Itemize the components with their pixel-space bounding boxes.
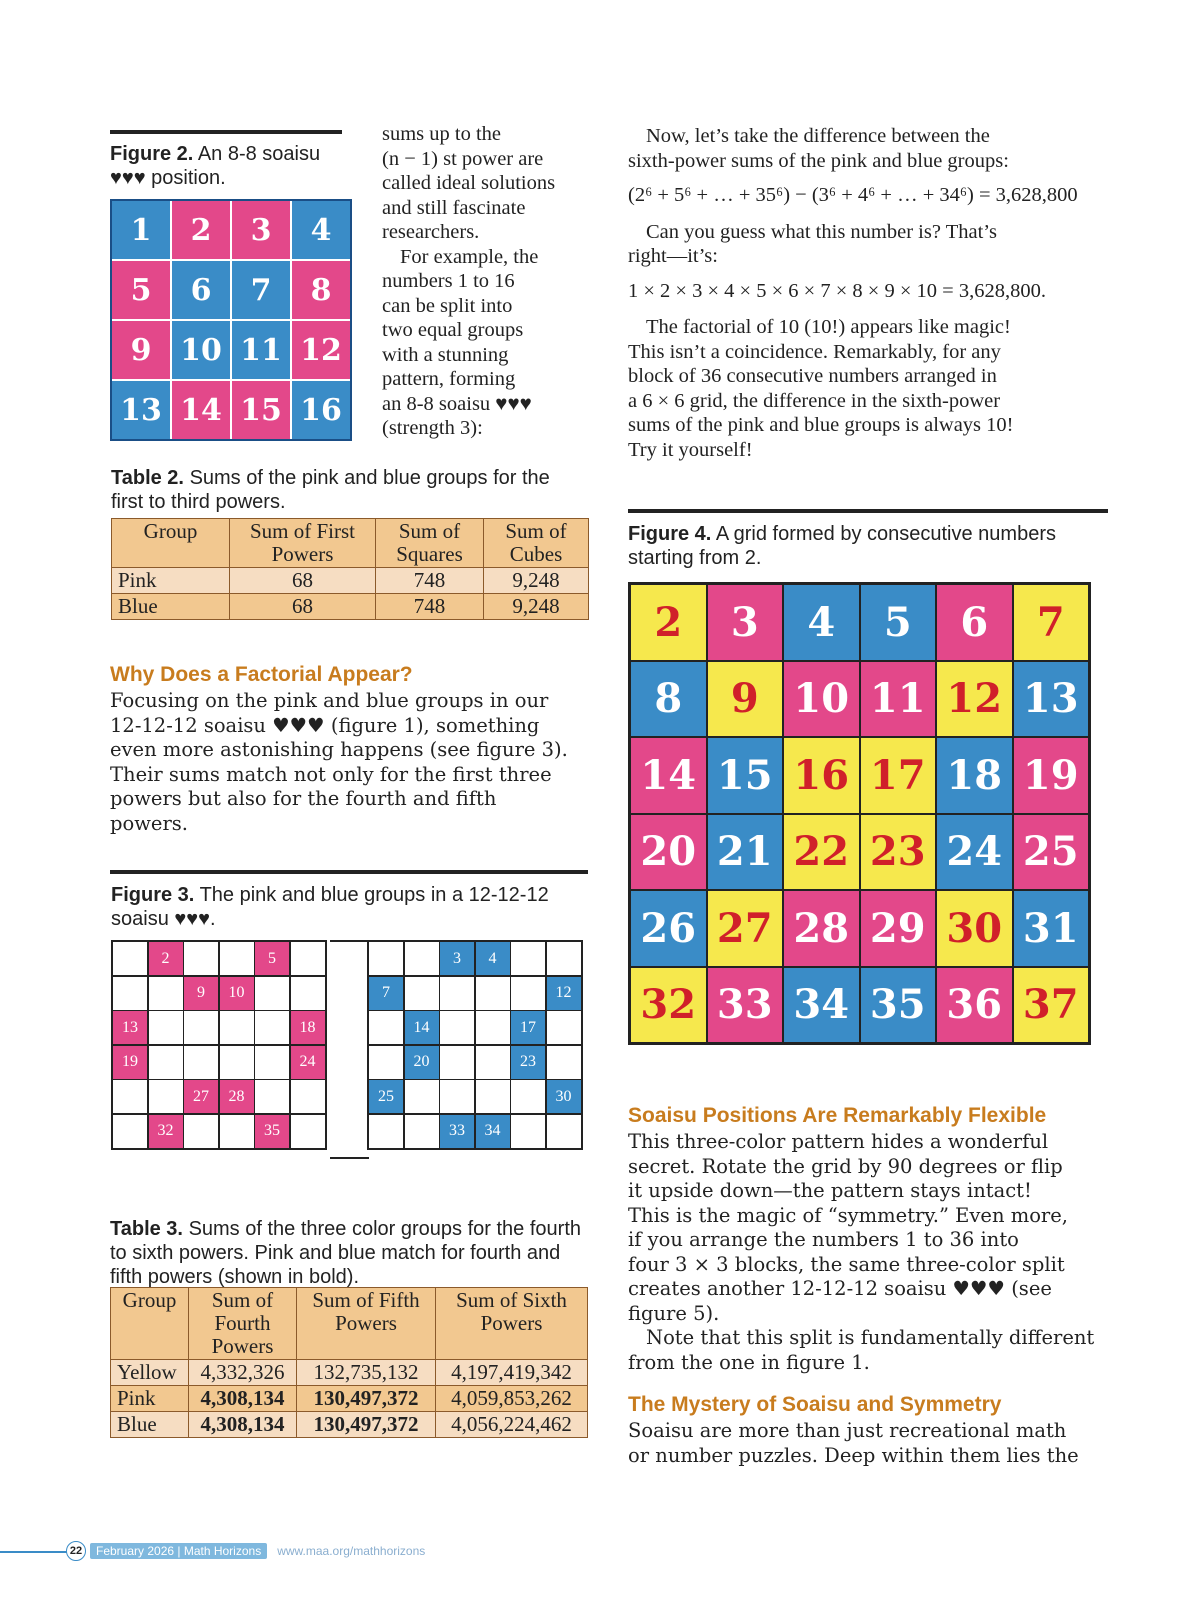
grid-cell: 32: [631, 968, 706, 1043]
table-3-caption-text: Sums of the three color groups for the fourth to sixth powers. Pink and blue match for fourth and fifth powers (shown in bold).: [110, 1218, 581, 1288]
grid-cell: [369, 1011, 403, 1044]
table-cell: Yellow: [111, 1360, 189, 1386]
figure-2-label: Figure 2.: [110, 143, 194, 165]
grid-cell: [184, 942, 218, 975]
grid-cell: 36: [937, 968, 1012, 1043]
grid-cell: [440, 1046, 474, 1079]
grid-cell: 31: [1014, 891, 1089, 966]
grid-cell: 24: [937, 815, 1012, 890]
section-2-text: [628, 1130, 1113, 1375]
section-heading-symmetry: The Mystery of Soaisu and Symmetry: [628, 1393, 1002, 1416]
figure-3-label: Figure 3.: [111, 884, 195, 906]
grid-cell: 13: [1014, 662, 1089, 737]
grid-cell: 24: [291, 1046, 325, 1079]
grid-cell: 14: [631, 738, 706, 813]
grid-cell: [255, 1046, 289, 1079]
grid-cell: [149, 1046, 183, 1079]
page-number: 22: [66, 1541, 86, 1561]
grid-cell: 10: [784, 662, 859, 737]
grid-cell: 28: [220, 1080, 254, 1113]
table-2-header: Sum of Cubes: [484, 519, 589, 568]
grid-cell: 9: [112, 321, 170, 379]
figure-4-label: Figure 4.: [628, 523, 712, 545]
text-line: pattern, forming: [382, 368, 516, 390]
text-line: This isn’t a coincidence. Remarkably, for any: [628, 340, 1001, 363]
table-cell: 68: [230, 568, 376, 594]
table-row: [111, 1386, 588, 1412]
text-line: researchers.: [382, 221, 480, 243]
grid-cell: [476, 1046, 510, 1079]
text-line: powers but also for the fourth and fifth: [110, 787, 497, 810]
table-row: [111, 1360, 588, 1386]
text-line: Focusing on the pink and blue groups in our: [110, 689, 549, 712]
grid-cell: 22: [784, 815, 859, 890]
table-3-header: Sum of Fifth Powers: [297, 1288, 436, 1360]
grid-cell: 7: [232, 261, 290, 319]
table-cell: 4,308,134: [189, 1412, 297, 1438]
section-heading-factorial: Why Does a Factorial Appear?: [110, 663, 413, 686]
table-3-header: Group: [111, 1288, 189, 1360]
table-2-header: Sum of First Powers: [230, 519, 376, 568]
grid-cell: 4: [292, 201, 350, 259]
grid-cell: 26: [631, 891, 706, 966]
grid-cell: [291, 1115, 325, 1148]
grid-cell: 35: [861, 968, 936, 1043]
grid-cell: [220, 1011, 254, 1044]
grid-cell: 3: [440, 942, 474, 975]
grid-cell: 27: [184, 1080, 218, 1113]
figure-2-caption-text: An 8-8 soaisu ♥♥♥ position.: [110, 143, 321, 189]
table-cell: 132,735,132: [297, 1360, 436, 1386]
text-line: (strength 3):: [382, 417, 483, 439]
text-line: a 6 × 6 grid, the difference in the sixth-power: [628, 389, 1001, 412]
grid-cell: 1: [112, 201, 170, 259]
text-line: figure 5).: [628, 1301, 720, 1325]
table-cell: 4,059,853,262: [436, 1386, 588, 1412]
grid-cell: [547, 1046, 581, 1079]
grid-cell: 23: [861, 815, 936, 890]
grid-cell: 19: [113, 1046, 147, 1079]
grid-cell: [113, 977, 147, 1010]
grid-cell: 7: [1014, 585, 1089, 660]
equation-1: (2⁶ + 5⁶ + … + 35⁶) − (3⁶ + 4⁶ + … + 34⁶) = 3,628,800: [628, 184, 1078, 206]
text-line: Soaisu are more than just recreational math: [628, 1419, 1067, 1442]
table-cell: 4,197,419,342: [436, 1360, 588, 1386]
figure-3-gap: [330, 940, 369, 1159]
table-3-header: Sum of Sixth Powers: [436, 1288, 588, 1360]
grid-cell: 15: [232, 381, 290, 439]
grid-cell: 25: [1014, 815, 1089, 890]
grid-cell: [255, 1011, 289, 1044]
grid-cell: 34: [476, 1115, 510, 1148]
grid-cell: 30: [547, 1080, 581, 1113]
grid-cell: [511, 1115, 545, 1148]
grid-cell: 19: [1014, 738, 1089, 813]
grid-cell: 5: [255, 942, 289, 975]
grid-cell: 9: [708, 662, 783, 737]
grid-cell: [476, 977, 510, 1010]
text-line: This three-color pattern hides a wonderful: [628, 1130, 1049, 1153]
text-line: called ideal solutions: [382, 172, 556, 194]
figure-3-caption: [111, 883, 581, 931]
grid-cell: 8: [631, 662, 706, 737]
figure-4-rule: [628, 509, 1108, 513]
grid-cell: [405, 1080, 439, 1113]
grid-cell: [405, 977, 439, 1010]
grid-cell: 18: [291, 1011, 325, 1044]
table-2: [111, 518, 589, 620]
table-2-caption: [111, 466, 581, 514]
grid-cell: 34: [784, 968, 859, 1043]
grid-cell: [184, 1011, 218, 1044]
grid-cell: 15: [708, 738, 783, 813]
grid-cell: 33: [708, 968, 783, 1043]
text-line: even more astonishing happens (see figure 3).: [110, 738, 568, 761]
grid-cell: 2: [631, 585, 706, 660]
grid-cell: 8: [292, 261, 350, 319]
grid-cell: 21: [708, 815, 783, 890]
grid-cell: 11: [861, 662, 936, 737]
text-line: it upside down—the pattern stays intact!: [628, 1179, 1032, 1202]
text-line: block of 36 consecutive numbers arranged in: [628, 365, 997, 387]
text-line: Now, let’s take the difference between the: [646, 125, 990, 147]
grid-cell: [547, 942, 581, 975]
figure-3-blue-grid: [367, 940, 583, 1150]
text-line: Note that this split is fundamentally different: [646, 1326, 1095, 1349]
table-cell: Pink: [112, 568, 230, 594]
table-3: [110, 1287, 588, 1438]
grid-cell: 9: [184, 977, 218, 1010]
grid-cell: 2: [172, 201, 230, 259]
table-2-header: Group: [112, 519, 230, 568]
grid-cell: [149, 977, 183, 1010]
text-line: and still fascinate: [382, 196, 526, 219]
grid-cell: [113, 942, 147, 975]
figure-2-rule: [110, 130, 342, 134]
grid-cell: 12: [937, 662, 1012, 737]
grid-cell: [220, 1115, 254, 1148]
grid-cell: [369, 942, 403, 975]
grid-cell: 6: [937, 585, 1012, 660]
grid-cell: [220, 1046, 254, 1079]
text-line: Can you guess what this number is? That’s: [646, 220, 997, 243]
grid-cell: 16: [784, 738, 859, 813]
grid-cell: [369, 1115, 403, 1148]
text-line: For example, the: [400, 245, 539, 268]
grid-cell: [511, 977, 545, 1010]
grid-cell: [149, 1011, 183, 1044]
grid-cell: [440, 977, 474, 1010]
text-line: two equal groups: [382, 319, 524, 341]
grid-cell: [405, 1115, 439, 1148]
footer: [0, 1541, 425, 1561]
footer-url[interactable]: www.maa.org/mathhorizons: [277, 1544, 426, 1558]
grid-cell: [511, 942, 545, 975]
grid-cell: 11: [232, 321, 290, 379]
figure-3-pink-grid: [111, 940, 327, 1150]
grid-cell: 4: [784, 585, 859, 660]
figure-4-grid: [628, 582, 1091, 1045]
table-cell: 9,248: [484, 594, 589, 620]
text-line: from the one in figure 1.: [628, 1350, 870, 1374]
text-line: The factorial of 10 (10!) appears like magic!: [646, 316, 1011, 338]
figure-4-caption: [628, 522, 1110, 570]
right-column-text: [628, 124, 1118, 462]
table-row: [112, 568, 589, 594]
figure-2-grid: [110, 199, 352, 441]
grid-cell: 20: [405, 1046, 439, 1079]
grid-cell: 6: [172, 261, 230, 319]
table-2-label: Table 2.: [111, 467, 184, 489]
grid-cell: 10: [220, 977, 254, 1010]
grid-cell: 14: [405, 1011, 439, 1044]
text-line: if you arrange the numbers 1 to 36 into: [628, 1228, 1019, 1251]
table-cell: 748: [376, 568, 484, 594]
grid-cell: [291, 1080, 325, 1113]
grid-cell: 30: [937, 891, 1012, 966]
grid-cell: [440, 1080, 474, 1113]
grid-cell: 32: [149, 1115, 183, 1148]
grid-cell: 13: [113, 1011, 147, 1044]
table-2-header: Sum of Squares: [376, 519, 484, 568]
grid-cell: [113, 1080, 147, 1113]
table-3-label: Table 3.: [110, 1218, 183, 1240]
grid-cell: 12: [292, 321, 350, 379]
text-line: sums up to the: [382, 123, 502, 145]
text-line: creates another 12-12-12 soaisu ♥♥♥ (see: [628, 1277, 1052, 1300]
grid-cell: [476, 1080, 510, 1113]
table-cell: 748: [376, 594, 484, 620]
grid-cell: 20: [631, 815, 706, 890]
grid-cell: [255, 977, 289, 1010]
text-line: with a stunning: [382, 343, 509, 366]
issue-label: February 2026 | Math Horizons: [90, 1543, 267, 1559]
text-line: can be split into: [382, 294, 513, 317]
table-2-caption-text: Sums of the pink and blue groups for the first to third powers.: [111, 467, 550, 513]
table-3-caption: [110, 1217, 590, 1289]
text-line: Try it yourself!: [628, 438, 753, 461]
text-line: sums of the pink and blue groups is always 10!: [628, 414, 1014, 436]
table-row: [111, 1412, 588, 1438]
grid-cell: [149, 1080, 183, 1113]
grid-cell: 12: [547, 977, 581, 1010]
text-line: or number puzzles. Deep within them lies the: [628, 1443, 1079, 1467]
text-line: secret. Rotate the grid by 90 degrees or flip: [628, 1154, 1063, 1178]
table-cell: 9,248: [484, 568, 589, 594]
grid-cell: 25: [369, 1080, 403, 1113]
grid-cell: 27: [708, 891, 783, 966]
text-line: an 8-8 soaisu ♥♥♥: [382, 392, 532, 415]
grid-cell: 16: [292, 381, 350, 439]
grid-cell: 4: [476, 942, 510, 975]
section-3-text: [628, 1419, 1113, 1468]
grid-cell: 23: [511, 1046, 545, 1079]
grid-cell: 33: [440, 1115, 474, 1148]
grid-cell: [476, 1011, 510, 1044]
grid-cell: 10: [172, 321, 230, 379]
text-line: Their sums match not only for the first three: [110, 762, 552, 786]
grid-cell: 3: [232, 201, 290, 259]
grid-cell: 13: [112, 381, 170, 439]
text-line: four 3 × 3 blocks, the same three-color split: [628, 1252, 1065, 1276]
table-cell: 130,497,372: [297, 1386, 436, 1412]
figure-4-caption-text: A grid formed by consecutive numbers starting from 2.: [628, 523, 1056, 569]
grid-cell: 5: [112, 261, 170, 319]
table-cell: 4,056,224,462: [436, 1412, 588, 1438]
grid-cell: [184, 1046, 218, 1079]
grid-cell: [405, 942, 439, 975]
table-cell: 4,332,326: [189, 1360, 297, 1386]
text-line: sixth-power sums of the pink and blue groups:: [628, 149, 1009, 172]
grid-cell: 5: [861, 585, 936, 660]
table-cell: 68: [230, 594, 376, 620]
figure-3-caption-text: The pink and blue groups in a 12-12-12 soaisu ♥♥♥.: [111, 884, 549, 930]
table-3-header: Sum of Fourth Powers: [189, 1288, 297, 1360]
section-heading-flexible: Soaisu Positions Are Remarkably Flexible: [628, 1104, 1047, 1127]
grid-cell: [291, 942, 325, 975]
grid-cell: [369, 1046, 403, 1079]
grid-cell: 3: [708, 585, 783, 660]
table-cell: Blue: [112, 594, 230, 620]
text-line: right—it’s:: [628, 245, 718, 267]
equation-2: 1 × 2 × 3 × 4 × 5 × 6 × 7 × 8 × 9 × 10 = 3,628,800.: [628, 279, 1046, 302]
text-line: This is the magic of “symmetry.” Even more,: [628, 1203, 1068, 1227]
grid-cell: [184, 1115, 218, 1148]
text-line: numbers 1 to 16: [382, 270, 515, 292]
table-row: [112, 594, 589, 620]
section-1-text: [110, 689, 590, 836]
grid-cell: [291, 977, 325, 1010]
grid-cell: 35: [255, 1115, 289, 1148]
text-line: (n − 1) st power are: [382, 147, 544, 170]
grid-cell: 18: [937, 738, 1012, 813]
grid-cell: 29: [861, 891, 936, 966]
grid-cell: [547, 1115, 581, 1148]
grid-cell: 17: [861, 738, 936, 813]
grid-cell: [255, 1080, 289, 1113]
table-cell: Pink: [111, 1386, 189, 1412]
grid-cell: [440, 1011, 474, 1044]
text-line: powers.: [110, 811, 188, 835]
grid-cell: [511, 1080, 545, 1113]
figure-3-rule: [110, 870, 588, 874]
grid-cell: 37: [1014, 968, 1089, 1043]
grid-cell: 14: [172, 381, 230, 439]
text-line: 12-12-12 soaisu ♥♥♥ (figure 1), something: [110, 713, 540, 737]
grid-cell: [547, 1011, 581, 1044]
grid-cell: [220, 942, 254, 975]
grid-cell: [113, 1115, 147, 1148]
grid-cell: 28: [784, 891, 859, 966]
middle-column-text: [382, 122, 587, 441]
table-cell: 4,308,134: [189, 1386, 297, 1412]
grid-cell: 7: [369, 977, 403, 1010]
grid-cell: 17: [511, 1011, 545, 1044]
table-cell: Blue: [111, 1412, 189, 1438]
grid-cell: 2: [149, 942, 183, 975]
table-cell: 130,497,372: [297, 1412, 436, 1438]
figure-2-caption: [110, 142, 342, 190]
